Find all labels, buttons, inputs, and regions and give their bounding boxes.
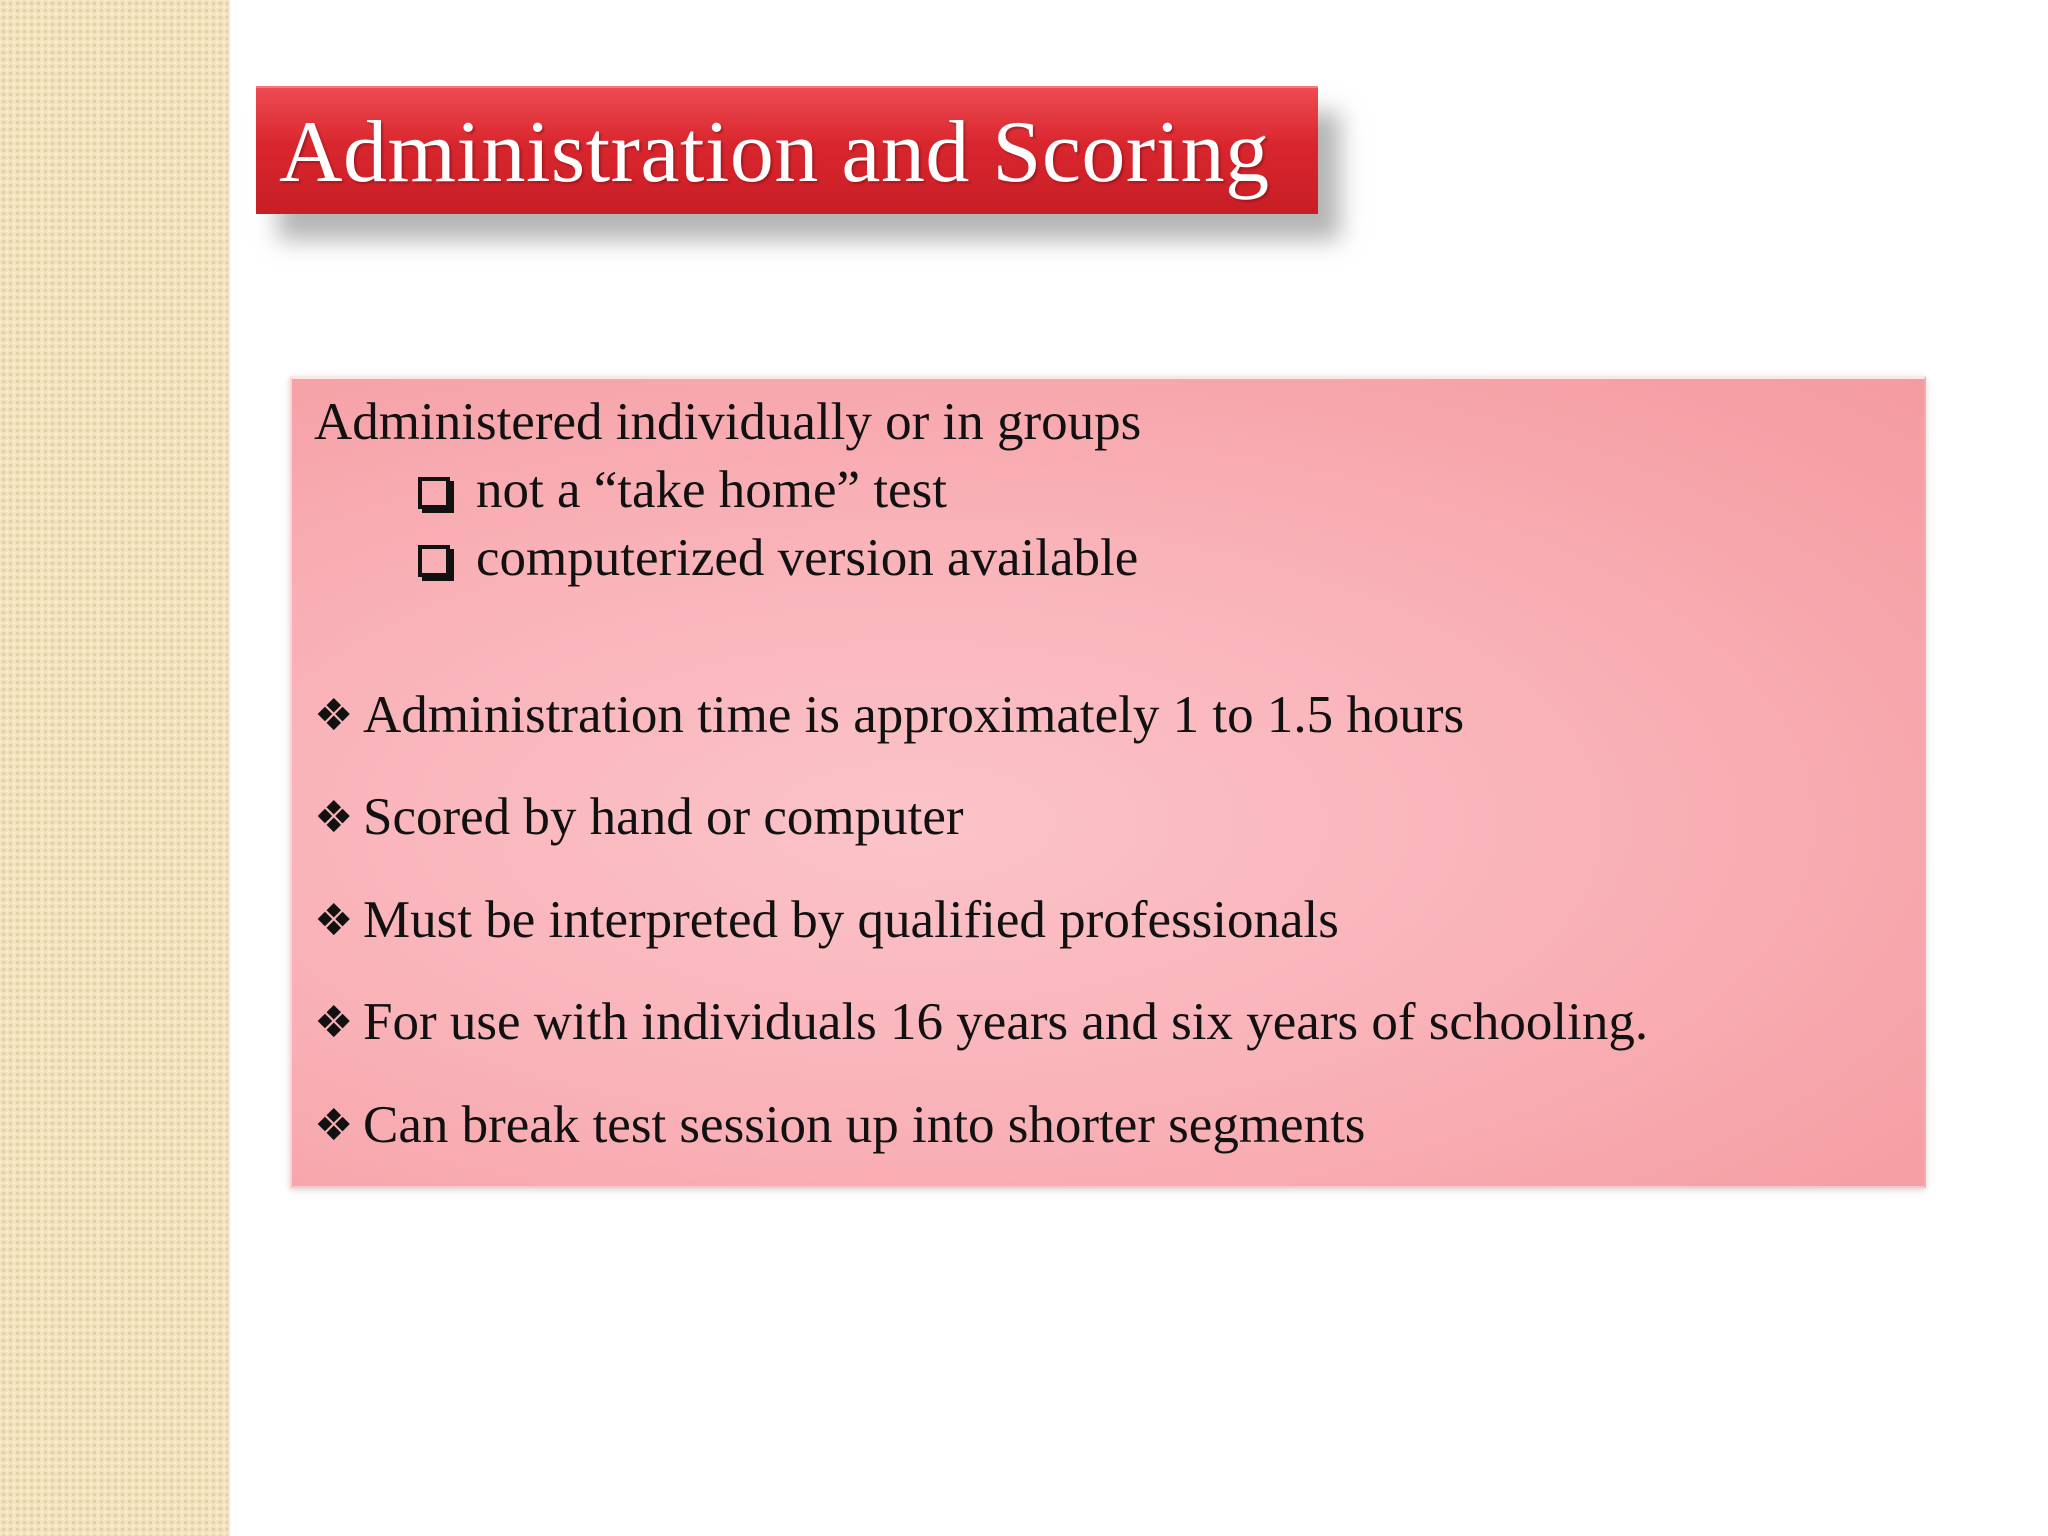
bullet-text: Scored by hand or computer: [363, 788, 964, 846]
bullet-item: [314, 989, 1648, 1056]
four-diamond-bullet-icon: ❖: [314, 792, 354, 843]
sub-item: [418, 525, 1138, 591]
four-diamond-bullet-icon: ❖: [314, 690, 354, 741]
bullet-item: [314, 784, 964, 851]
checkbox-square-icon: [418, 545, 450, 577]
side-strip-edge: [228, 0, 231, 1536]
four-diamond-bullet-icon: ❖: [314, 997, 354, 1048]
decorative-side-strip: [0, 0, 228, 1536]
bullet-item: [314, 1092, 1365, 1159]
checkbox-square-icon: [418, 477, 450, 509]
bullet-text: For use with individuals 16 years and six years of schooling.: [363, 993, 1649, 1051]
bullet-item: [314, 887, 1339, 954]
intro-line: Administered individually or in groups: [314, 393, 1142, 451]
sub-item-text: not a “take home” test: [476, 461, 947, 519]
bullet-text: Must be interpreted by qualified professionals: [363, 891, 1339, 949]
slide-title: Administration and Scoring: [279, 104, 1270, 201]
bullet-text: Can break test session up into shorter segments: [363, 1096, 1366, 1154]
title-banner: [256, 86, 1318, 214]
sub-item-text: computerized version available: [476, 529, 1139, 587]
four-diamond-bullet-icon: ❖: [314, 1100, 354, 1151]
content-box: [290, 376, 1926, 1188]
sub-item: [418, 457, 947, 523]
four-diamond-bullet-icon: ❖: [314, 895, 354, 946]
bullet-text: Administration time is approximately 1 to 1.5 hours: [363, 686, 1465, 744]
bullet-item: [314, 682, 1464, 749]
